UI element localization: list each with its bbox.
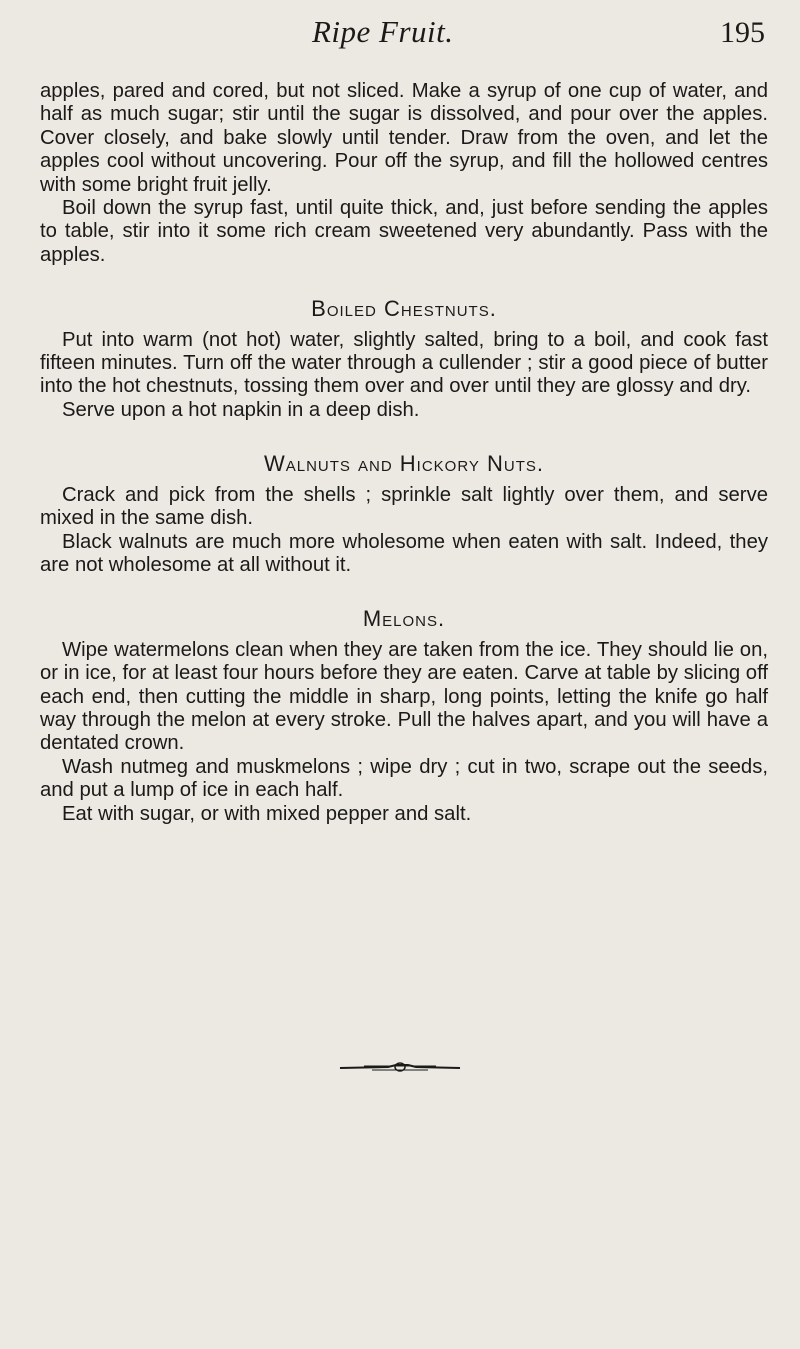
- paragraph: Boil down the syrup fast, until quite thick, and, just before sending the apples to table, stir into it some rich cream sweetened very abundantly. Pass with the apples.: [40, 197, 768, 266]
- section-heading-walnuts: Walnuts and Hickory Nuts.: [263, 451, 545, 477]
- paragraph: apples, pared and cored, but not sliced. Make a syrup of one cup of water, and half as much sugar; stir until the sugar is dissolved, and pour over the apples. Cover closely, and bake slowly until tender. Draw from the oven, and let the apples cool without uncovering. Pour off the syrup, and fill the hollowed centres with some bright fruit jelly.: [40, 80, 768, 196]
- page-number: 195: [720, 16, 765, 49]
- paragraph: Wash nutmeg and muskmelons ; wipe dry ; cut in two, scrape out the seeds, and put a lump of ice in each half.: [40, 755, 768, 802]
- section-heading-melons: Melons.: [362, 606, 446, 632]
- paragraph: Wipe watermelons clean when they are taken from the ice. They should lie on, or in ice, for at least four hours before they are eaten. Carve at table by slicing off each end, then cutting the middle in sharp, long points, letting the knife go half way through the melon at every stroke. Pull the halves apart, and you will have a dentated crown.: [40, 638, 768, 755]
- running-title: Ripe Fruit.: [312, 14, 454, 49]
- tailpiece-ornament-icon: [338, 1060, 462, 1074]
- paragraph: Serve upon a hot napkin in a deep dish.: [62, 398, 420, 421]
- text-block: [40, 80, 768, 826]
- running-head: [0, 14, 800, 54]
- paragraph: Eat with sugar, or with mixed pepper and salt.: [62, 802, 472, 825]
- paragraph: Put into warm (not hot) water, slightly salted, bring to a boil, and cook fast fifteen minutes. Turn off the water through a cullender ; stir a good piece of butter into the hot chestnuts, tossing them over and over until they are glossy and dry.: [40, 328, 768, 398]
- section-heading-boiled-chestnuts: Boiled Chestnuts.: [311, 296, 497, 322]
- paragraph: Crack and pick from the shells ; sprinkle salt lightly over them, and serve mixed in the same dish.: [40, 483, 768, 530]
- paragraph: Black walnuts are much more wholesome when eaten with salt. Indeed, they are not wholesome at all without it.: [40, 530, 768, 576]
